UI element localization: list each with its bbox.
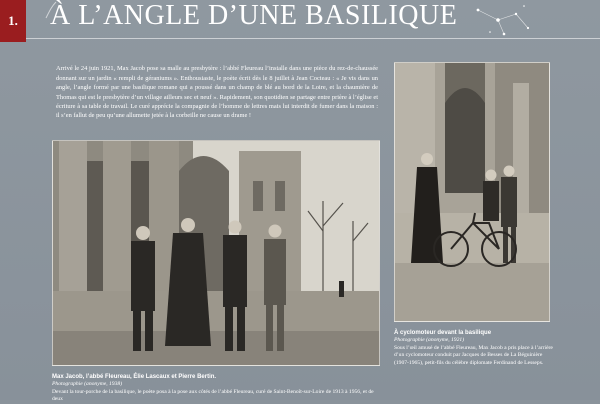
main-caption-title: Max Jacob, l’abbé Fleureau, Élie Lascaux et Pierre Bertin. <box>52 374 217 380</box>
group-portrait-image <box>53 141 379 365</box>
panel-number: 1. <box>8 13 18 28</box>
main-caption-credit: Photographie (anonyme, 1938) <box>52 381 123 388</box>
bicycle-portrait-image <box>395 63 549 321</box>
panel-body-text: Arrivé le 24 juin 1921, Max Jacob pose sa malle au presbytère : l’abbé Fleureau l’installe dans une pièce du rez-de-chaussée donnant sur un jardin « rempli de géraniums ». Enthousiaste, le poète écrit dès le 8 juillet à Jean Cocteau : « Je vis dans un angle, l’angle formé par une basilique romane qui a poussé dans un champ de blé au bord de la Loire, et la chaumière de Thomas qui est le presbytère d’un village ailleurs sec et neuf ». Rapidement, son quotidien se partage entre prière à l’église et écriture à sa table de travail. Le curé apprécie la compagnie de l’homme de lettres mais lui interdit de fumer dans la maison : il s’en fallut de peu qu’une allumette jetée à la corbeille ne cause un drame ! <box>56 65 378 120</box>
main-photograph <box>52 140 380 366</box>
panel-title: À L’ANGLE D’UNE BASILIQUE <box>50 0 458 31</box>
title-divider <box>26 38 600 39</box>
constellation-decoration-icon <box>468 2 538 42</box>
side-photograph <box>394 62 550 322</box>
side-caption-text: Sous l’œil amusé de l’abbé Fleureau, Max Jacob a pris place à l’arrière d’un cyclomoteur conduit par Jacques de Besses de La Béguinière (1907-1965), petit-fils du célèbre diplomate Ferdinand de Lesseps. <box>394 344 553 366</box>
panel-number-badge <box>0 0 26 42</box>
main-caption-text: Devant la tour-porche de la basilique, le poète posa à la pose aux côtés de l’abbé Fleureau, curé de Saint-Benoît-sur-Loire de 1913 à 1956, et de deux <box>52 388 374 403</box>
side-caption-credit: Photographie (anonyme, 1921) <box>394 337 465 344</box>
side-caption-title: À cyclomoteur devant la basilique <box>394 330 492 336</box>
main-photo-caption <box>52 374 382 404</box>
side-photo-caption <box>394 330 554 367</box>
